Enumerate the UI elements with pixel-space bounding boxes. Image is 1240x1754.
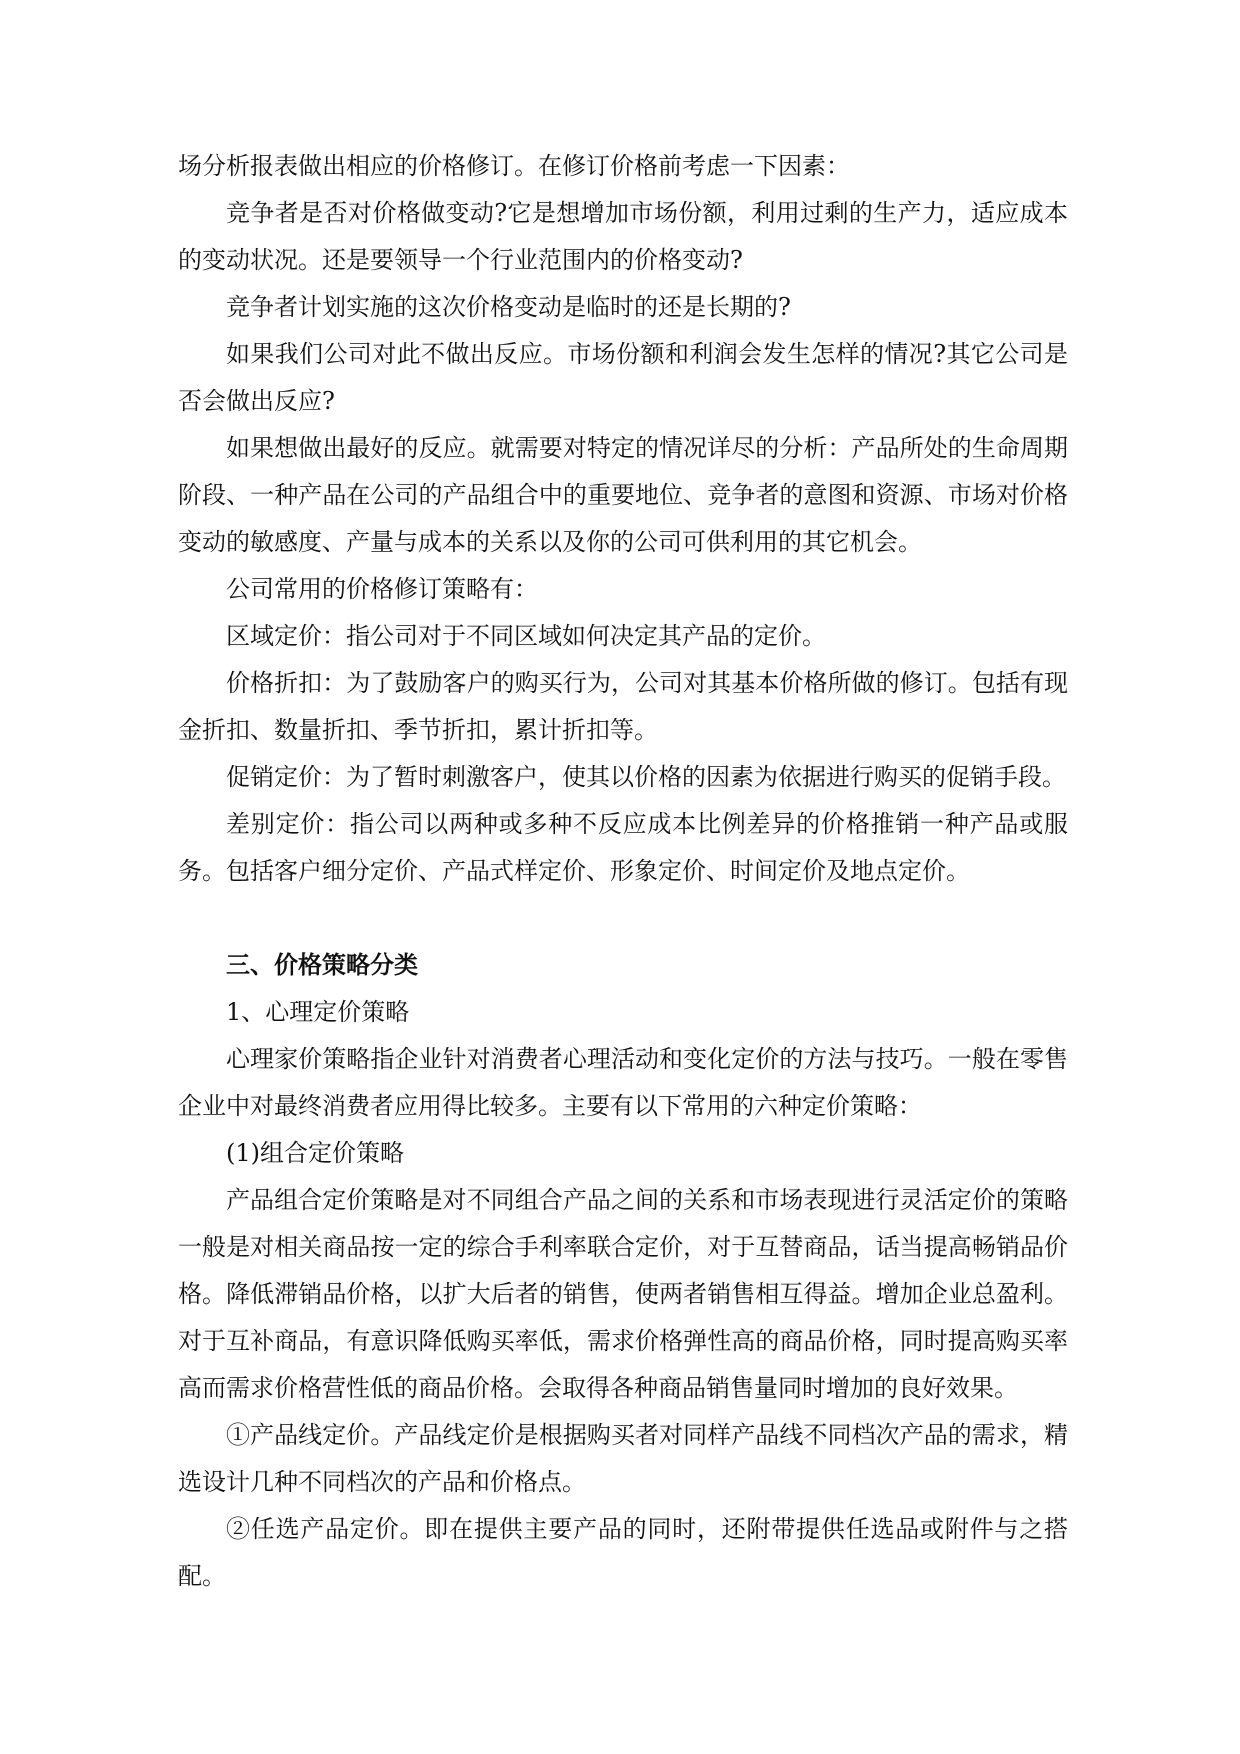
paragraph: 竞争者是否对价格做变动?它是想增加市场份额，利用过剩的生产力，适应成本的变动状况。还是要领导一个行业范围内的价格变动? bbox=[178, 199, 1068, 274]
subheading: 1、心理定价策略 bbox=[226, 998, 410, 1026]
paragraph: 竞争者计划实施的这次价格变动是临时的还是长期的? bbox=[226, 293, 791, 321]
document-body bbox=[178, 143, 1068, 1600]
paragraph: 价格折扣：为了鼓励客户的购买行为，公司对其基本价格所做的修订。包括有现金折扣、数量折扣、季节折扣，累计折扣等。 bbox=[178, 669, 1068, 744]
paragraph: 产品组合定价策略是对不同组合产品之间的关系和市场表现进行灵活定价的策略一般是对相关商品按一定的综合手利率联合定价，对于互替商品，话当提高畅销品价格。降低滞销品价格，以扩大后者的销售，使两者销售相互得益。增加企业总盈利。对于互补商品，有意识降低购买率低，需求价格弹性高的商品价格，同时提高购买率高而需求价格营性低的商品价格。会取得各种商品销售量同时增加的良好效果。 bbox=[178, 1186, 1068, 1402]
paragraph: ①产品线定价。产品线定价是根据购买者对同样产品线不同档次产品的需求，精选设计几种不同档次的产品和价格点。 bbox=[178, 1421, 1068, 1496]
paragraph: 差别定价：指公司以两种或多种不反应成本比例差异的价格推销一种产品或服务。包括客户细分定价、产品式样定价、形象定价、时间定价及地点定价。 bbox=[178, 810, 1068, 885]
section-spacer bbox=[178, 895, 1068, 942]
subheading: (1)组合定价策略 bbox=[226, 1139, 404, 1167]
paragraph: 心理家价策略指企业针对消费者心理活动和变化定价的方法与技巧。一般在零售企业中对最终消费者应用得比较多。主要有以下常用的六种定价策略： bbox=[178, 1045, 1068, 1120]
section-heading: 三、价格策略分类 bbox=[226, 951, 418, 979]
paragraph: 如果我们公司对此不做出反应。市场份额和利润会发生怎样的情况?其它公司是否会做出反应? bbox=[178, 340, 1068, 415]
paragraph: 促销定价：为了暂时刺激客户，使其以价格的因素为依据进行购买的促销手段。 bbox=[226, 763, 1066, 791]
paragraph: 区域定价：指公司对于不同区域如何决定其产品的定价。 bbox=[226, 622, 826, 650]
paragraph: 场分析报表做出相应的价格修订。在修订价格前考虑一下因素： bbox=[178, 152, 850, 180]
paragraph: 如果想做出最好的反应。就需要对特定的情况详尽的分析：产品所处的生命周期阶段、一种产品在公司的产品组合中的重要地位、竞争者的意图和资源、市场对价格变动的敏感度、产量与成本的关系以及你的公司可供利用的其它机会。 bbox=[178, 434, 1068, 556]
paragraph: 公司常用的价格修订策略有： bbox=[226, 575, 538, 603]
paragraph: ②任选产品定价。即在提供主要产品的同时，还附带提供任选品或附件与之搭配。 bbox=[178, 1515, 1068, 1590]
